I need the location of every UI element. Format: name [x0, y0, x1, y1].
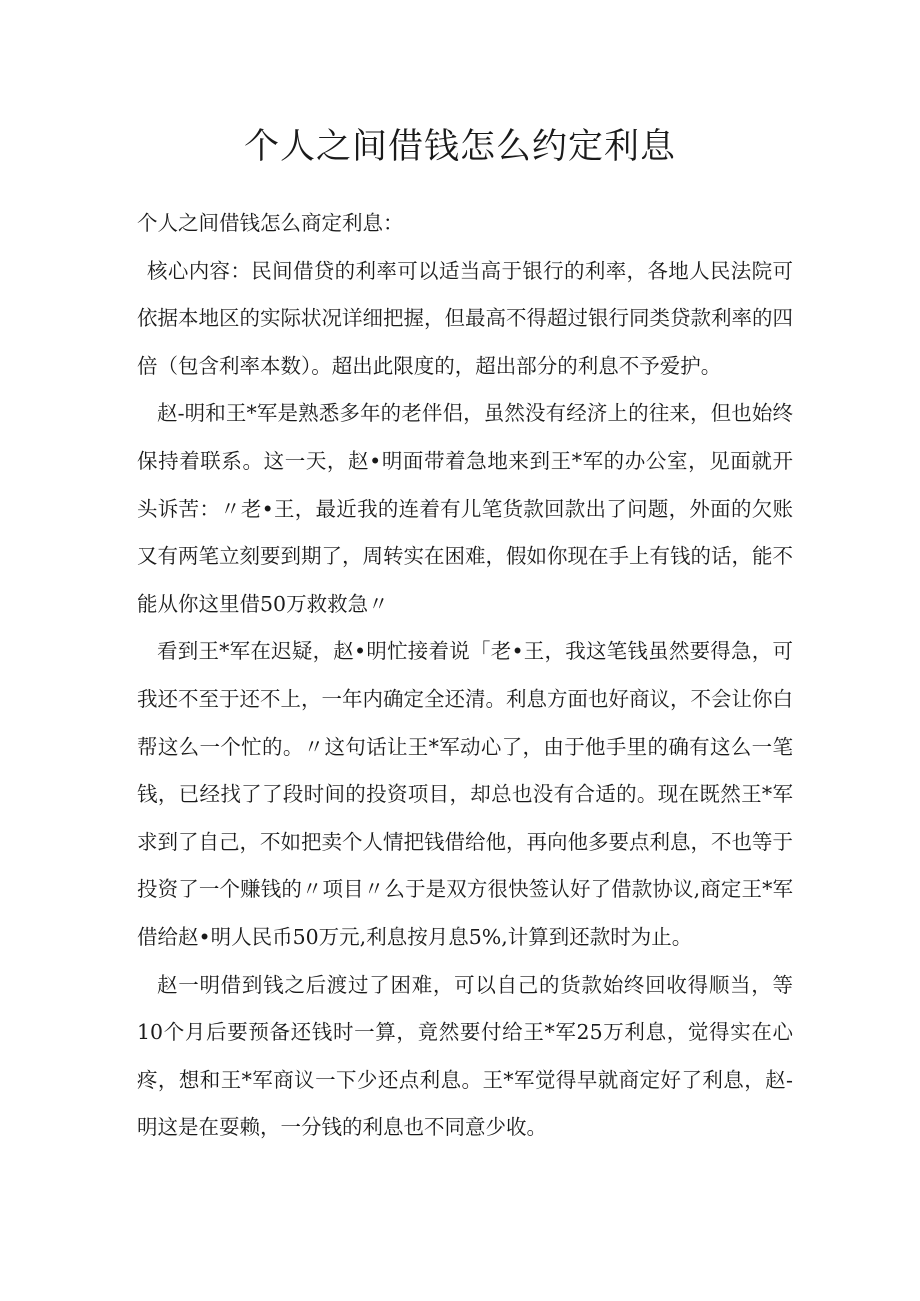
story-paragraph-1: 赵-明和王*军是熟悉多年的老伴侣，虽然没有经济上的往来，但也始终保持着联系。这一天，赵•明面带着急地来到王*军的办公室，见面就开头诉苦：〃老•王，最近我的连着有儿笔货款回款出了问题，外面的欠账又有两笔立刻要到期了，周转实在困难，假如你现在手上有钱的话，能不能从你这里借50万救救急〃 [137, 401, 793, 616]
story-paragraph-3: 赵一明借到钱之后渡过了困难，可以自己的货款始终回收得顺当，等10个月后要预备还钱时一算，竟然要付给王*军25万利息，觉得实在心疼，想和王*军商议一下少还点利息。王*军觉得早就商定好了利息，赵-明这是在耍赖，一分钱的利息也不同意少收。 [137, 972, 793, 1140]
subtitle-paragraph: 个人之间借钱怎么商定利息： [137, 211, 404, 235]
core-content-paragraph: 核心内容：民间借贷的利率可以适当高于银行的利率，各地人民法院可依据本地区的实际状况详细把握，但最高不得超过银行同类贷款利率的四倍（包含利率本数）。超出此限度的，超出部分的利息不予爱护。 [137, 258, 793, 378]
document-body [137, 200, 793, 1152]
story-paragraph-2: 看到王*军在迟疑，赵•明忙接着说「老•王，我这笔钱虽然要得急，可我还不至于还不上，一年内确定全还清。利息方面也好商议，不会让你白帮这么一个忙的。〃这句话让王*军动心了，由于他手里的确有这么一笔钱，已经找了了段时间的投资项目，却总也没有合适的。现在既然王*军求到了自己，不如把卖个人情把钱借给他，再向他多要点利息，不也等于投资了一个赚钱的〃项目〃么于是双方很快签认好了借款协议,商定王*军借给赵•明人民币50万元,利息按月息5%,计算到还款时为止。 [137, 639, 793, 949]
document-title: 个人之间借钱怎么约定利息 [243, 127, 676, 167]
